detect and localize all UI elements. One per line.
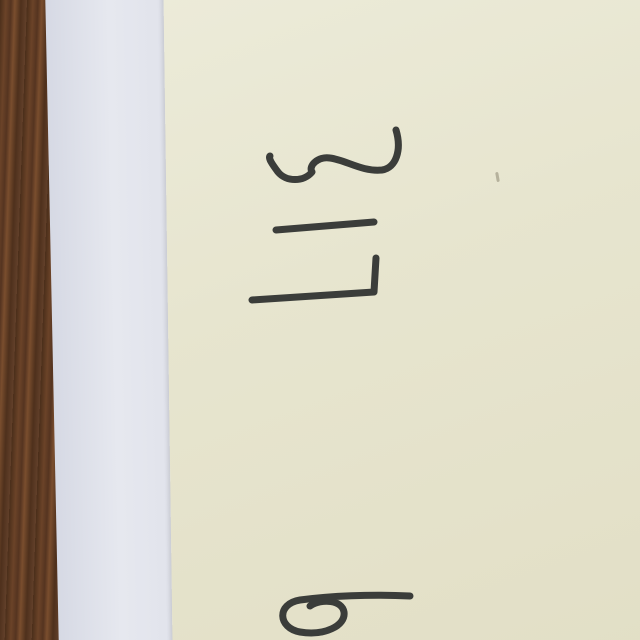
handwritten-digit-7 (252, 258, 376, 300)
handwritten-digit-6-partial (283, 595, 410, 633)
handwritten-digit-1 (276, 222, 374, 230)
handwritten-digit-3 (269, 130, 398, 180)
